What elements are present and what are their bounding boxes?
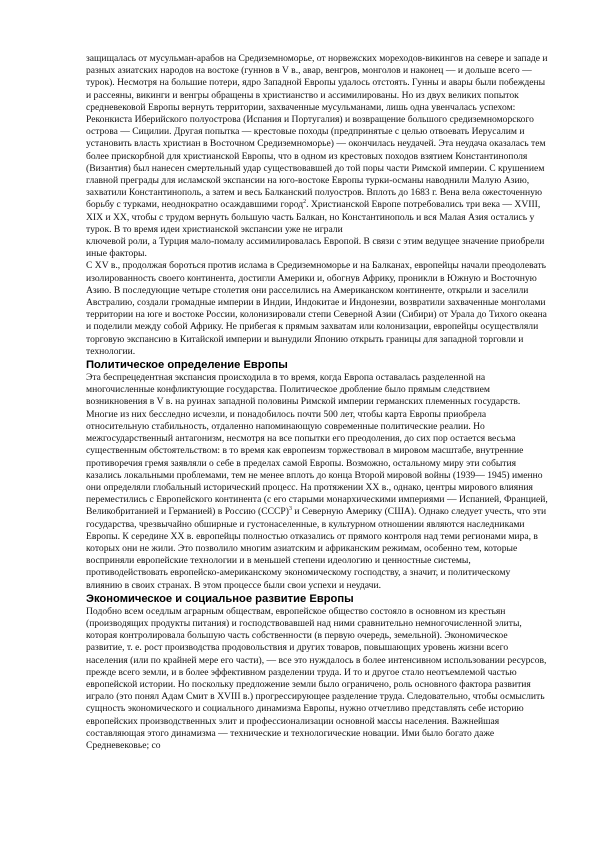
paragraph-expansion: С XV в., продолжая бороться против ислама в Средиземноморье и на Балканах, европейцы начали преодолевать изолированность своего континента, достигли Америки и, обогнув Африку, проникли в Южную и Восточную Азию. В последующие четыре столетия они расселились на Американском континенте, открыли и заселили Австралию, создали громадные империи в Индии, Индокитае и Индонезии, возвратили захваченные монголами территории на юге и востоке России, колонизировали степи Северной Азии (Сибири) от Урала до Тихого океана и поделили между собой Африку. Не прибегая к прямым захватам или колонизации, европейцы осуществляли торговую экспансию в Китайской империи и вынудили Японию открыть границы для западной торговли и технологии.	[86, 260, 547, 357]
footnote-mark[interactable]: 3	[288, 506, 292, 513]
politics-text-a: Эта беспрецедентная экспансия происходила в то время, когда Европа оставалась разделенной на многочисленные конфликтующие государства. Политическое дробление было прямым следствием возникновения в V в. на руинах западной половины Римской империи германских племенных государств. Многие из них бесследно исчезли, и понадобилось почти 500 лет, чтобы карта Европы приобрела относительную стабильность, отдаленно напоминающую современные политические реалии. Но межгосударственный антагонизм, несмотря на все попытки его преодоления, до сих пор остается весьма существенным обстоятельством: в то время как европеизм торжествовал в мировом масштабе, внутренние противоречия гремя заявляли о себе в пределах самой Европы. Возможно, остальному миру эти события казались локальными проблемами, тем не менее вплоть до конца Второй мировой войны (1939— 1945) именно они определяли глобальный исторический процесс. На протяжении XX в., однако, центры мирового влияния переместились с Европейского континента (с его старыми монархическими империями — Испанией, Францией, Великобританией и Германией) в Россию (СССР)	[86, 372, 548, 518]
intro-tail: . Христианской Европе потребовались три века — XVIII, XIX и XX, чтобы с трудом вернуть большую часть Балкан, но Константинополь и вся Малая Азия остались у турок. В то время идеи христианской экспансии уже не играли	[86, 199, 541, 235]
paragraph-key-role: ключевой роли, а Турция мало-помалу ассимилировалась Европой. В связи с этим ведущее значение приобрели иные факторы.	[86, 236, 545, 260]
document-page	[86, 53, 548, 752]
intro-text: защищалась от мусульман-арабов на Средиземноморье, от норвежских мореходов-викингов на севере и западе и разных азиатских народов на востоке (гуннов в V в., авар, венгров, монголов и наконец — и дольше всего — турок). Несмотря на большие потери, ядро Западной Европы удалось отстоять. Гунны и авары были побеждены и рассеяны, викинги и венгры обращены в христианство и ассимилированы. Но из двух великих попыток средневековой Европы вернуть территории, захваченные мусульманами, лишь одна увенчалась успехом: Реконкиста Иберийского полуострова (Испания и Португалия) и возвращение большого средиземноморского острова — Сицилии. Другая попытка — крестовые походы (предпринятые с целью отвоевать Иерусалим и установить власть христиан в Восточном Средиземноморье) — окончилась неудачей. Эта неудача оказалась тем более прискорбной для христианской Европы, что в одном из крестовых походов взятием Константинополя (Византия) был нанесен смертельный удар существовавшей до той поры части Римской империи. С крушением главной преграды для исламской экспансии на юго-востоке Европы турки-османы наводнили Малую Азию, захватили Константинополь, а затем и весь Балканский полуостров. Вплоть до 1683 г. Вена вела ожесточенную борьбу с турками, неоднократно осаждавшими город	[86, 53, 548, 211]
politics-paragraph	[86, 372, 548, 592]
heading-economy: Экономическое и социальное развитие Европы	[86, 592, 354, 605]
economy-paragraph: Подобно всем оседлым аграрным обществам, европейское общество состояло в основном из крестьян (производящих продукты питания) и господствовавшей над ними сравнительно немногочисленной элиты, которая контролировала большую часть собственности (в первую очередь, земельной). Экономическое развитие, т. е. рост производства продовольствия и других товаров, повышающих уровень жизни всего населения (или по крайней мере его части), — все это нуждалось в более интенсивном использовании ресурсов, прежде всего земли, и в более эффективном разделении труда. И то и другое стало неотъемлемой частью европейской истории. Но поскольку предложение земли было ограничено, роль основного фактора развития играло (это понял Адам Смит в XVIII в.) прогрессирующее разделение труда. Следовательно, чтобы осмыслить сущность экономического и социального динамизма Европы, нужно отчетливо представлять себе историю европейских производственных элит и профессионализации основной массы населения. Важнейшая составляющая этого динамизма — технические и технологические новации. Ими было богато даже Средневековье; со	[86, 605, 547, 751]
footnote-mark[interactable]: 2	[303, 199, 307, 206]
heading-politics: Политическое определение Европы	[86, 359, 288, 372]
intro-paragraph	[86, 53, 548, 236]
politics-text-b: и Северную Америку (США). Однако следует учесть, что эти государства, чрезвычайно обширные и густонаселенные, в культурном отношении являются наследниками Европы. К середине XX в. европейцы полностью отказались от прямого контроля над теми регионами мира, в которых они не жили. Это позволило многим азиатским и африканским режимам, особенно тем, которые восприняли европейские технологии и в меньшей степени идеологию и ценностные системы, противодействовать европейско-американскому экономическому господству, а значит, и политическому влиянию в своих странах. В этом процессе были свои успехи и неудачи.	[86, 506, 547, 591]
